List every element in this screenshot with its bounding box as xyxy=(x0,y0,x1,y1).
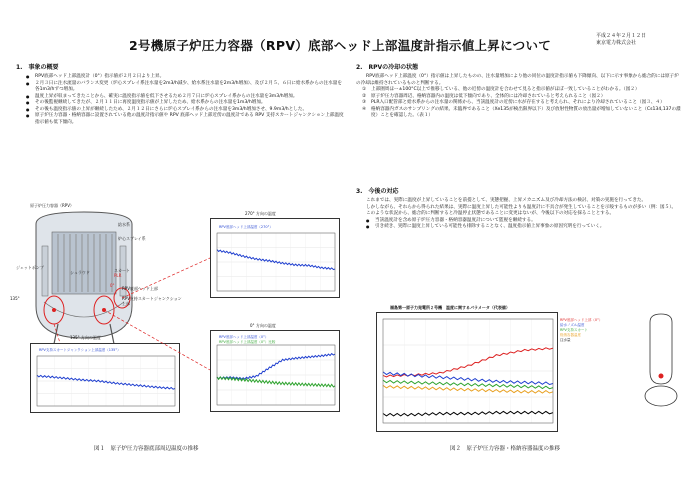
chart-270-title: 270° 方向の温度 xyxy=(245,211,276,216)
diagram-label: 原子炉圧力容器（RPV） xyxy=(30,203,74,208)
zero-label: 0° xyxy=(110,283,115,288)
legend-item: 格納容器温度 xyxy=(560,333,581,337)
label-skirt: スカート xyxy=(114,268,130,273)
section-3-heading: 3. 今後の対応 xyxy=(356,188,399,195)
section-2-intro: RPV底部ヘッド上部温度（0°）指示値は上昇したものの、注水量増加により他の同位の温度計指示値も下降傾向、以下に示す事象から総合的には原子炉の冷却は維持されているものと判断する。 xyxy=(356,74,679,86)
list-item: ● RPV底部ヘッド上部温度計（0°）指示値が２月２日より上昇。 xyxy=(26,74,346,81)
list-item: ● ２月３日に注水流量のバランス変更（炉心スプレイ系注水量を2m3/h減少、給水系注水量を2m3/h増加）、及び２月５、６日に給水系からの注水量を各1m3/hずつ増加。 xyxy=(26,81,346,94)
list-item: ④ 格納容器内ガスのサンプリングの結果、未臨界であること（Xe135が検出限界以下）及び放射性物質の放出量が増加していないこと（Cs134,137の濃度）ことを確認した。（表１） xyxy=(362,106,681,118)
label-feedwater: 給水系 xyxy=(118,222,130,227)
legend-item: 給水ノズル温度 xyxy=(560,323,585,327)
figure-1-caption: 図１ 原子炉圧力容器底部周辺温度の推移 xyxy=(94,446,199,452)
header-date: 平成２４年２月１２日 xyxy=(596,33,647,39)
list-item: ● 引き続き、実際に温度上昇している可能性も排除することなく、温度指示値上昇事象の原因究明を行っていく。 xyxy=(366,224,682,231)
section-3-para: しかしながら、それらから得られた結果は、実際に温度上昇した可能性よりも温度計に不具合が発生していることを示唆するものが多い（例：図５）。 xyxy=(366,204,677,210)
figure-2-caption: 図２ 原子炉圧力容器・格納容器温度の推移 xyxy=(450,446,561,452)
section-1-heading: 1. 事象の概要 xyxy=(16,64,59,71)
list-item: ① 上部圏周ほー±100°C以上で推移している、他の近傍の温度計を合わせて見ると指示値がほぼ一致していることがわかる。（図２） xyxy=(362,87,640,92)
chart-0-title: 0° 方向の温度 xyxy=(250,323,276,328)
angle-label: 135° xyxy=(10,296,20,301)
section-3-para: このような状況から、総合的に判断すると冷温停止状態であることに変更はないが、今後以下の対応を採ることとする。 xyxy=(366,211,615,216)
label-jetpump: ジェットポンプ xyxy=(16,265,44,270)
list-item: ③ PLR入口配管部と給水系からの注水量の関係から、当該温度計の近傍に水が存在すると考えられ、それにより冷却されていること（図３、４） xyxy=(362,100,665,105)
list-item: ● その後も温度指示値の上昇が継続したため、２月１２日にさらに炉心スプレイ系からの注水量を3m3/h増加させ、9.9m3/hとした。 xyxy=(26,107,346,114)
figure-2-title: 福島第一原子力発電所２号機 温度に関するパラメータ（代表値） xyxy=(390,305,510,310)
list-item: ② 原子炉圧力容器周辺、格納容器内の温度は低下傾向であり、全体的には冷却されていると考えられること（図２） xyxy=(362,93,606,99)
list-item: ● 当該温度計を含め原子炉圧力容器・格納容器温度計について監視を継続する。 xyxy=(366,218,682,225)
label-shroud: シュラウド xyxy=(70,270,90,275)
legend-item: RPV支持スカート xyxy=(560,328,588,332)
list-item: ● 原子炉圧力容器・格納容器に設置されている他の温度計指示値や RPV 底部ヘッド上部近傍の温度計である RPV 支持スカートジャンクション上部温度指示値も低下傾向。 xyxy=(26,113,346,126)
section-3-para: これまでは、実際に温度が上昇していることを前提として、実態把握、上昇メカニズム及び冷却方法の検討、対策の実施を行ってきた。 xyxy=(366,198,647,203)
label-skirt-junction: RPV支持スカートジャンクション上部 xyxy=(122,296,182,306)
legend-item: 注水量 xyxy=(560,338,571,342)
legend-item: RPV底部ヘッド上部（0°） xyxy=(560,318,603,322)
figure-2-svg xyxy=(377,313,557,431)
schematic-rpv xyxy=(636,312,686,412)
header-org: 東京電力株式会社 xyxy=(596,40,637,46)
chart-135-legend: RPV支持スカートジャンクション上部温度（135°） xyxy=(39,348,121,352)
chart-270-legend: RPV底部ヘッド上部温度（270°） xyxy=(219,225,273,229)
label-core-spray: 炉心スプレイ系 xyxy=(118,236,146,241)
list-item: ● 温度上昇が収まってきたことから、確実に温度指示値を低下させるため２月７日に炉心スプレイ系からの注水量を3m3/h増加。 xyxy=(26,94,346,101)
label-rpv-bottom: RPV底部ヘッド上部 xyxy=(122,286,158,291)
list-item: ● その後監視継続してきたが、２月１１日に再度温度指示値が上昇したため、給水系からの注水量を1m3/h増加。 xyxy=(26,100,346,107)
chart-0-legend-b: RPV底部ヘッド上部温度（0°）比較 xyxy=(219,340,276,344)
figure-2-legend xyxy=(560,318,632,343)
label-plr: PLR xyxy=(114,273,122,278)
chart-135-title: 135° 方向の温度 xyxy=(70,335,101,340)
page-title: 2号機原子炉圧力容器（RPV）底部ヘッド上部温度計指示値上昇について xyxy=(128,38,552,53)
section-2-heading: 2. RPVの冷却の状態 xyxy=(356,64,419,71)
chart-0-legend-a: RPV底部ヘッド上部温度（0°） xyxy=(219,335,269,339)
figure-2-chart xyxy=(376,312,558,432)
